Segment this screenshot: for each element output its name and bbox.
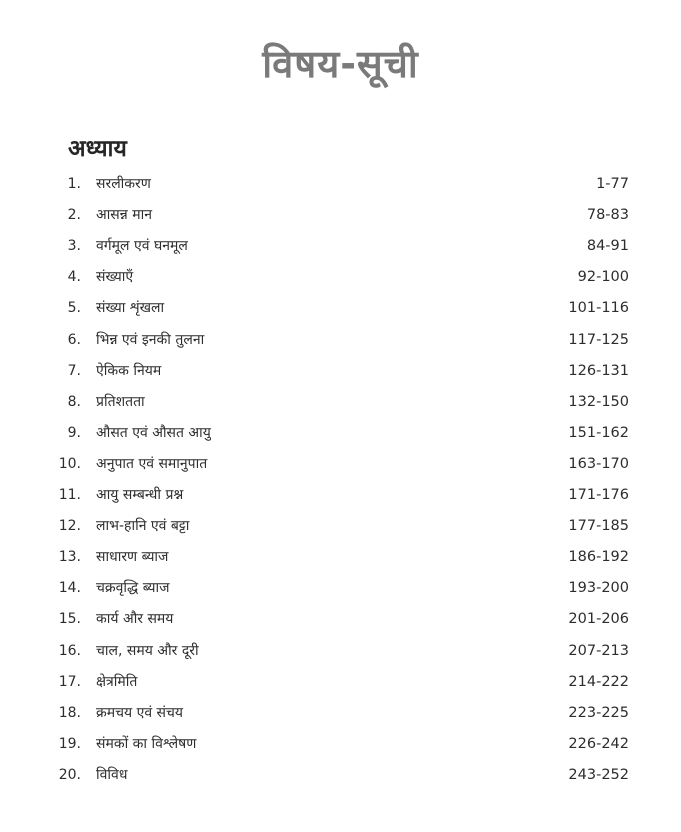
- chapter-number: 9.: [67, 424, 81, 441]
- chapter-number: 3.: [67, 238, 81, 255]
- page-range: 92-100: [577, 269, 629, 286]
- toc-row: [0, 637, 681, 665]
- page-range: 84-91: [586, 238, 629, 255]
- chapter-title: चक्रवृद्धि ब्याज: [96, 580, 170, 597]
- toc-row: [0, 730, 681, 758]
- chapter-title: वर्गमूल एवं घनमूल: [96, 238, 188, 255]
- toc-row: [0, 232, 681, 260]
- section-heading: अध्याय: [68, 136, 127, 162]
- page-range: 126-131: [568, 362, 629, 379]
- toc-row: [0, 294, 681, 322]
- page-range: 186-192: [568, 549, 629, 566]
- toc-row: [0, 450, 681, 478]
- page-title: विषय-सूची: [262, 42, 419, 86]
- chapter-title: संख्याएँ: [96, 269, 134, 286]
- page-range: 78-83: [586, 207, 629, 224]
- toc-row: [0, 605, 681, 633]
- page-range: 101-116: [568, 300, 629, 317]
- chapter-number: 13.: [58, 549, 81, 566]
- chapter-number: 14.: [58, 580, 81, 597]
- chapter-number: 11.: [58, 487, 81, 503]
- page-range: 163-170: [568, 455, 629, 472]
- chapter-title: सरलीकरण: [96, 176, 151, 192]
- chapter-title: कार्य और समय: [96, 611, 174, 628]
- page-range: 117-125: [568, 331, 629, 348]
- chapter-number: 17.: [58, 673, 81, 690]
- chapter-title: ऐकिक नियम: [96, 362, 162, 379]
- chapter-title: भिन्न एवं इनकी तुलना: [96, 331, 205, 348]
- page-range: 1-77: [596, 176, 629, 192]
- toc-row: [0, 543, 681, 571]
- chapter-title: विविध: [96, 766, 128, 783]
- chapter-title: अनुपात एवं समानुपात: [96, 455, 208, 472]
- page-range: 151-162: [568, 424, 629, 441]
- toc-row: [0, 263, 681, 291]
- toc-row: [0, 668, 681, 696]
- chapter-number: 5.: [67, 300, 81, 317]
- chapter-title: प्रतिशतता: [96, 393, 145, 410]
- chapter-title: संख्या शृंखला: [96, 300, 165, 317]
- toc-row: [0, 761, 681, 789]
- chapter-title: क्षेत्रमिति: [96, 673, 138, 690]
- toc-row: [0, 512, 681, 540]
- toc-row: [0, 201, 681, 229]
- page-range: 171-176: [568, 487, 629, 503]
- chapter-number: 15.: [58, 611, 81, 628]
- toc-row: [0, 326, 681, 354]
- page-range: 226-242: [568, 735, 629, 752]
- chapter-title: चाल, समय और दूरी: [96, 642, 199, 659]
- chapter-number: 4.: [67, 269, 81, 286]
- chapter-number: 19.: [58, 735, 81, 752]
- chapter-number: 16.: [58, 642, 81, 659]
- chapter-number: 18.: [58, 704, 81, 721]
- page-range: 243-252: [568, 766, 629, 783]
- page-range: 193-200: [568, 580, 629, 597]
- toc-row: [0, 699, 681, 727]
- page-range: 201-206: [568, 611, 629, 628]
- chapter-number: 1.: [67, 176, 81, 192]
- chapter-number: 10.: [58, 455, 81, 472]
- chapter-number: 6.: [67, 331, 81, 348]
- toc-row: [0, 574, 681, 602]
- toc-row: [0, 170, 681, 198]
- chapter-number: 7.: [67, 362, 81, 379]
- chapter-number: 20.: [58, 766, 81, 783]
- chapter-title: आयु सम्बन्धी प्रश्न: [96, 487, 184, 503]
- page-range: 214-222: [568, 673, 629, 690]
- chapter-number: 8.: [67, 393, 81, 410]
- toc-row: [0, 481, 681, 509]
- chapter-number: 2.: [67, 207, 81, 224]
- chapter-title: साधारण ब्याज: [96, 549, 169, 566]
- chapter-title: आसन्न मान: [96, 207, 152, 224]
- toc-row: [0, 419, 681, 447]
- chapter-title: संमकों का विश्लेषण: [96, 735, 197, 752]
- toc-row: [0, 357, 681, 385]
- page-range: 223-225: [568, 704, 629, 721]
- page-range: 132-150: [568, 393, 629, 410]
- toc-row: [0, 388, 681, 416]
- page-range: 177-185: [568, 518, 629, 535]
- page-range: 207-213: [568, 642, 629, 659]
- chapter-title: औसत एवं औसत आयु: [96, 424, 211, 441]
- chapter-title: लाभ-हानि एवं बट्टा: [96, 518, 190, 535]
- chapter-number: 12.: [58, 518, 81, 535]
- chapter-title: क्रमचय एवं संचय: [96, 704, 184, 721]
